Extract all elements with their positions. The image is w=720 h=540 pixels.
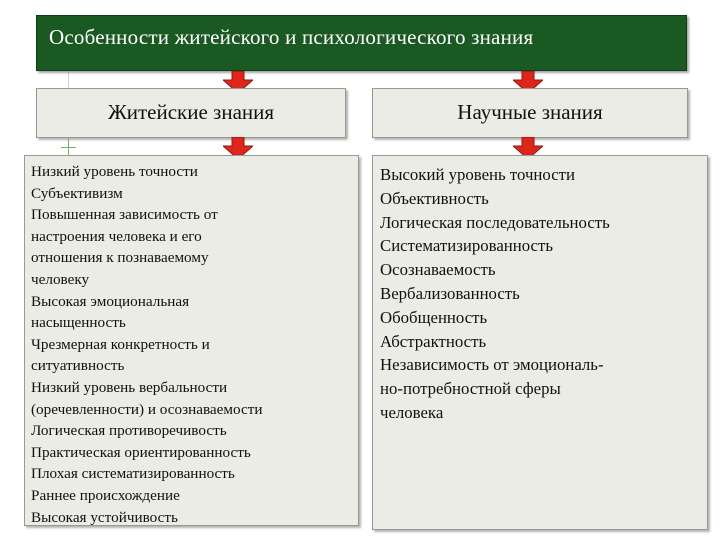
diagram-title: Особенности житейского и психологического знания: [36, 15, 687, 71]
scientific-knowledge-list: [372, 155, 708, 530]
list-item: Логическая противоречивость: [31, 422, 227, 440]
everyday-knowledge-header: Житейские знания: [36, 88, 346, 138]
list-item: человеку: [31, 270, 90, 288]
list-item: Вербализованность: [380, 283, 520, 303]
list-item: Плохая систематизированность: [31, 465, 235, 483]
list-item: человека: [380, 402, 444, 422]
list-item: Систематизированность: [380, 236, 553, 256]
list-item: Абстрактность: [380, 331, 487, 351]
list-item: Повышенная зависимость от: [31, 206, 218, 224]
list-item: Раннее происхождение: [31, 486, 180, 504]
list-item: Субъективизм: [31, 184, 123, 202]
list-item: Логическая последовательность: [380, 212, 610, 232]
list-item: Объективность: [380, 188, 489, 208]
list-item: насыщенность: [31, 314, 126, 332]
list-item: Высокий уровень точности: [380, 165, 575, 184]
list-item: (оречевленности) и осознаваемости: [31, 400, 263, 418]
list-item: Осознаваемость: [380, 260, 496, 280]
list-item: ситуативность: [31, 357, 125, 375]
list-item: Низкий уровень точности: [31, 163, 198, 180]
everyday-knowledge-list: [24, 155, 359, 526]
list-item: Независимость от эмоциональ-: [380, 355, 604, 375]
list-item: отношения к познаваемому: [31, 249, 209, 267]
list-item: Обобщенность: [380, 307, 488, 327]
list-item: Высокая эмоциональная: [31, 292, 190, 310]
list-item: Низкий уровень вербальности: [31, 378, 228, 396]
list-item: настроения человека и его: [31, 227, 202, 245]
list-item: Высокая устойчивость: [31, 508, 178, 526]
plus-decoration-icon: [61, 140, 76, 155]
list-item: но-потребностной сферы: [380, 379, 561, 399]
list-item: Практическая ориентированность: [31, 443, 251, 461]
list-item: Чрезмерная конкретность и: [31, 335, 210, 353]
scientific-knowledge-header: Научные знания: [372, 88, 688, 138]
